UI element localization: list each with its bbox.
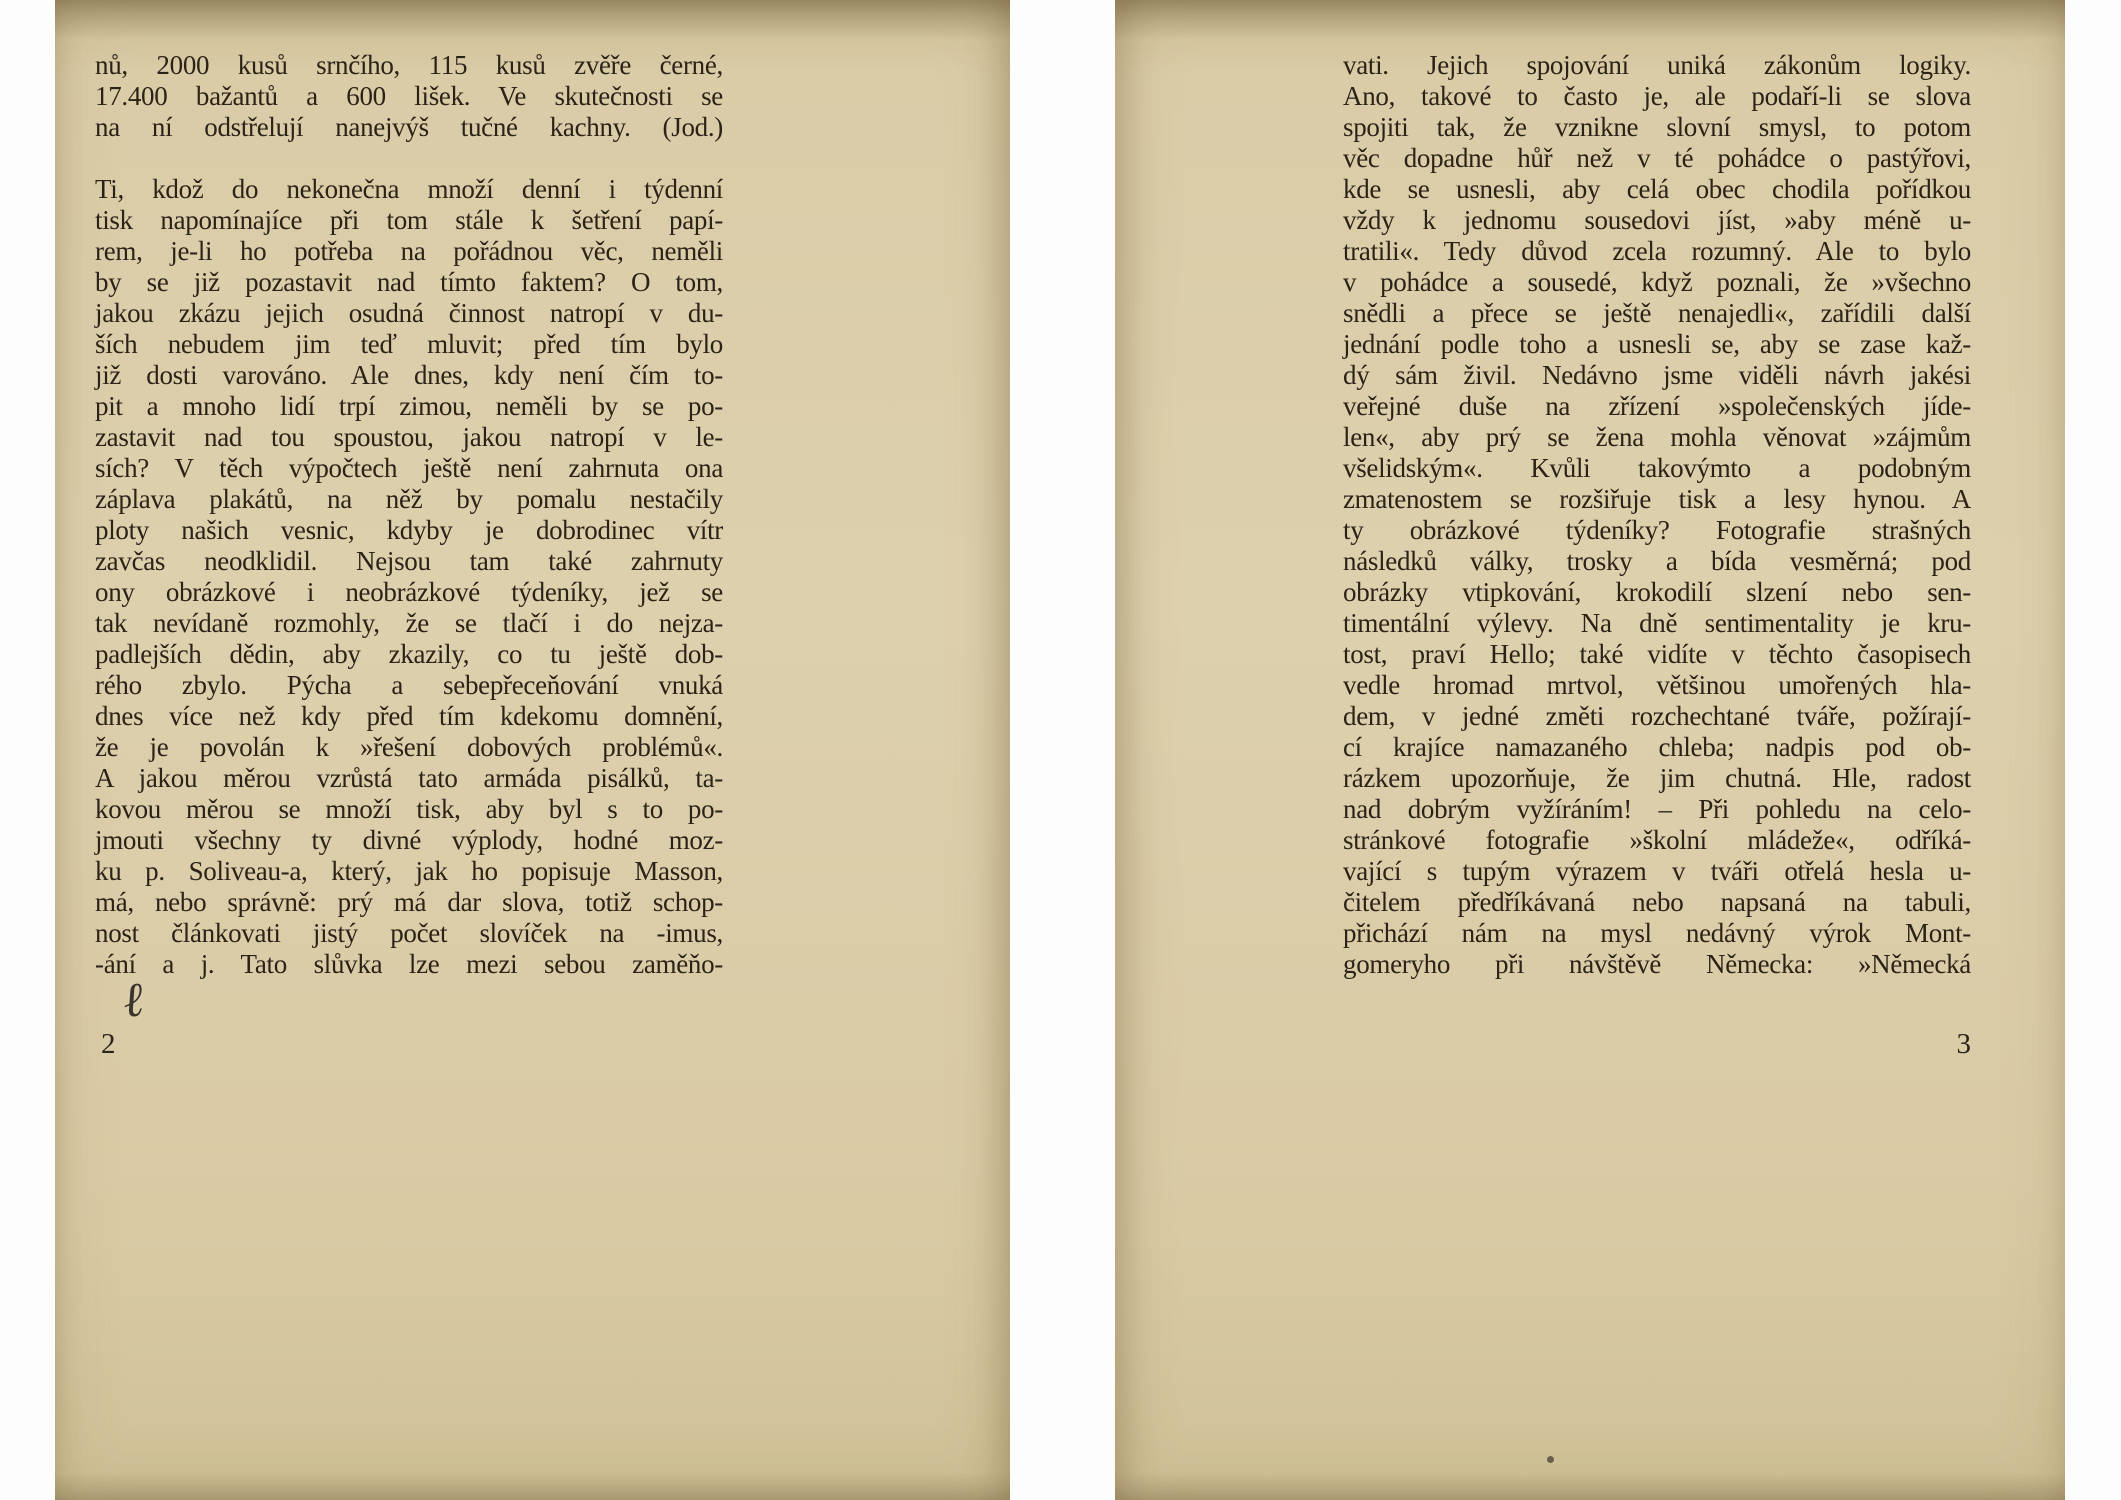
text-line: rem, je-li ho potřeba na pořádnou věc, neměli: [95, 236, 723, 266]
text-line: jakou zkázu jejich osudná činnost natropí v du-: [95, 298, 723, 328]
text-line: kovou měrou se množí tisk, aby byl s to po-: [95, 794, 723, 824]
text-line: len«, aby prý se žena mohla věnovat »zájmům: [1343, 422, 1971, 452]
text-line: dý sám živil. Nedávno jsme viděli návrh jakési: [1343, 360, 1971, 390]
text-line: již dosti varováno. Ale dnes, kdy není čím to-: [95, 360, 723, 390]
left-page: [55, 0, 1010, 1500]
text-line: ty obrázkové týdeníky? Fotografie strašných: [1343, 515, 1971, 545]
text-line: tratili«. Tedy důvod zcela rozumný. Ale to bylo: [1343, 236, 1971, 266]
text-line: zavčas neodklidil. Nejsou tam také zahrnuty: [95, 546, 723, 576]
text-line: jednání podle toho a usnesli se, aby se zase kaž-: [1343, 329, 1971, 359]
text-line: věc dopadne hůř než v té pohádce o pastýřovi,: [1343, 143, 1971, 173]
text-line: tisk napomínajíce při tom stále k šetření papí-: [95, 205, 723, 235]
text-line: pit a mnoho lidí trpí zimou, neměli by se po-: [95, 391, 723, 421]
text-line: nad dobrým vyžíráním! – Při pohledu na celo-: [1343, 794, 1971, 824]
text-line: ploty našich vesnic, kdyby je dobrodinec vítr: [95, 515, 723, 545]
paragraph: [1343, 50, 1971, 980]
text-line: tak nevídaně rozmohly, že se tlačí i do nejza-: [95, 608, 723, 638]
left-page-text: [95, 50, 723, 980]
text-line: ony obrázkové i neobrázkové týdeníky, jež se: [95, 577, 723, 607]
text-line: stránkové fotografie »školní mládeže«, odříká-: [1343, 825, 1971, 855]
text-line: vající s tupým výrazem v tváři otřelá hesla u-: [1343, 856, 1971, 886]
text-line: zastavit nad tou spoustou, jakou natropí v le-: [95, 422, 723, 452]
text-line: vati. Jejich spojování uniká zákonům logiky.: [1343, 50, 1971, 80]
text-line: rázkem upozorňuje, že jim chutná. Hle, radost: [1343, 763, 1971, 793]
text-line: má, nebo správně: prý má dar slova, totiž schop-: [95, 887, 723, 917]
text-line: A jakou měrou vzrůstá tato armáda pisálků, ta-: [95, 763, 723, 793]
right-page: [1115, 0, 2065, 1500]
left-page-number: 2: [101, 1028, 116, 1060]
text-line: nost článkovati jistý počet slovíček na -imus,: [95, 918, 723, 948]
text-line: že je povolán k »řešení dobových problémů«.: [95, 732, 723, 762]
right-page-number: 3: [1956, 1028, 1971, 1060]
text-line: snědli a přece se ještě nenajedli«, zařídili další: [1343, 298, 1971, 328]
text-line: obrázky vtipkování, krokodilí slzení nebo sen-: [1343, 577, 1971, 607]
text-line: vedle hromad mrtvol, většinou umořených hla-: [1343, 670, 1971, 700]
text-line: spojiti tak, že vznikne slovní smysl, to potom: [1343, 112, 1971, 142]
text-line: záplava plakátů, na něž by pomalu nestačily: [95, 484, 723, 514]
text-line: veřejné duše na zřízení »společenských jíde-: [1343, 391, 1971, 421]
text-line: 17.400 bažantů a 600 lišek. Ve skutečnosti se: [95, 81, 723, 111]
text-line: Ano, takové to často je, ale podaří-li se slova: [1343, 81, 1971, 111]
text-line: všelidským«. Kvůli takovýmto a podobným: [1343, 453, 1971, 483]
paragraph: [95, 174, 723, 980]
text-line: dem, v jedné změti rozchechtané tváře, požírají-: [1343, 701, 1971, 731]
right-page-text: [1343, 50, 1971, 980]
text-line: následků války, trosky a bída vesměrná; pod: [1343, 546, 1971, 576]
handwritten-mark: ℓ: [120, 971, 146, 1029]
text-line: rého zbylo. Pýcha a sebepřeceňování vnuká: [95, 670, 723, 700]
text-line: Ti, kdož do nekonečna množí denní i týdenní: [95, 174, 723, 204]
text-line: zmatenostem se rozšiřuje tisk a lesy hynou. A: [1343, 484, 1971, 514]
text-line: gomeryho při návštěvě Německa: »Německá: [1343, 949, 1971, 979]
text-line: nů, 2000 kusů srnčího, 115 kusů zvěře černé,: [95, 50, 723, 80]
text-line: sích? V těch výpočtech ještě není zahrnuta ona: [95, 453, 723, 483]
text-line: timentální výlevy. Na dně sentimentality je kru-: [1343, 608, 1971, 638]
text-line: čitelem předříkávaná nebo napsaná na tabuli,: [1343, 887, 1971, 917]
text-line: tost, praví Hello; také vidíte v těchto časopisech: [1343, 639, 1971, 669]
text-line: jmouti všechny ty divné výplody, hodné moz-: [95, 825, 723, 855]
text-line: cí krajíce namazaného chleba; nadpis pod ob-: [1343, 732, 1971, 762]
text-line: ších nebudem jim teď mluvit; před tím bylo: [95, 329, 723, 359]
text-line: -ání a j. Tato slůvka lze mezi sebou zaměňo-: [95, 949, 723, 979]
text-line: by se již pozastavit nad tímto faktem? O tom,: [95, 267, 723, 297]
text-line: dnes více než kdy před tím kdekomu domnění,: [95, 701, 723, 731]
paragraph: [95, 50, 723, 143]
text-line: ku p. Soliveau-a, který, jak ho popisuje Masson,: [95, 856, 723, 886]
text-line: vždy k jednomu sousedovi jíst, »aby méně u-: [1343, 205, 1971, 235]
text-line: kde se usnesli, aby celá obec chodila pořídkou: [1343, 174, 1971, 204]
text-line: padlejších dědin, aby zkazily, co tu ještě dob-: [95, 639, 723, 669]
text-line: v pohádce a sousedé, když poznali, že »všechno: [1343, 267, 1971, 297]
text-line: na ní odstřelují nanejvýš tučné kachny. (Jod.): [95, 112, 723, 142]
text-line: přichází nám na mysl nedávný výrok Mont-: [1343, 918, 1971, 948]
ink-speck: [1547, 1456, 1554, 1463]
